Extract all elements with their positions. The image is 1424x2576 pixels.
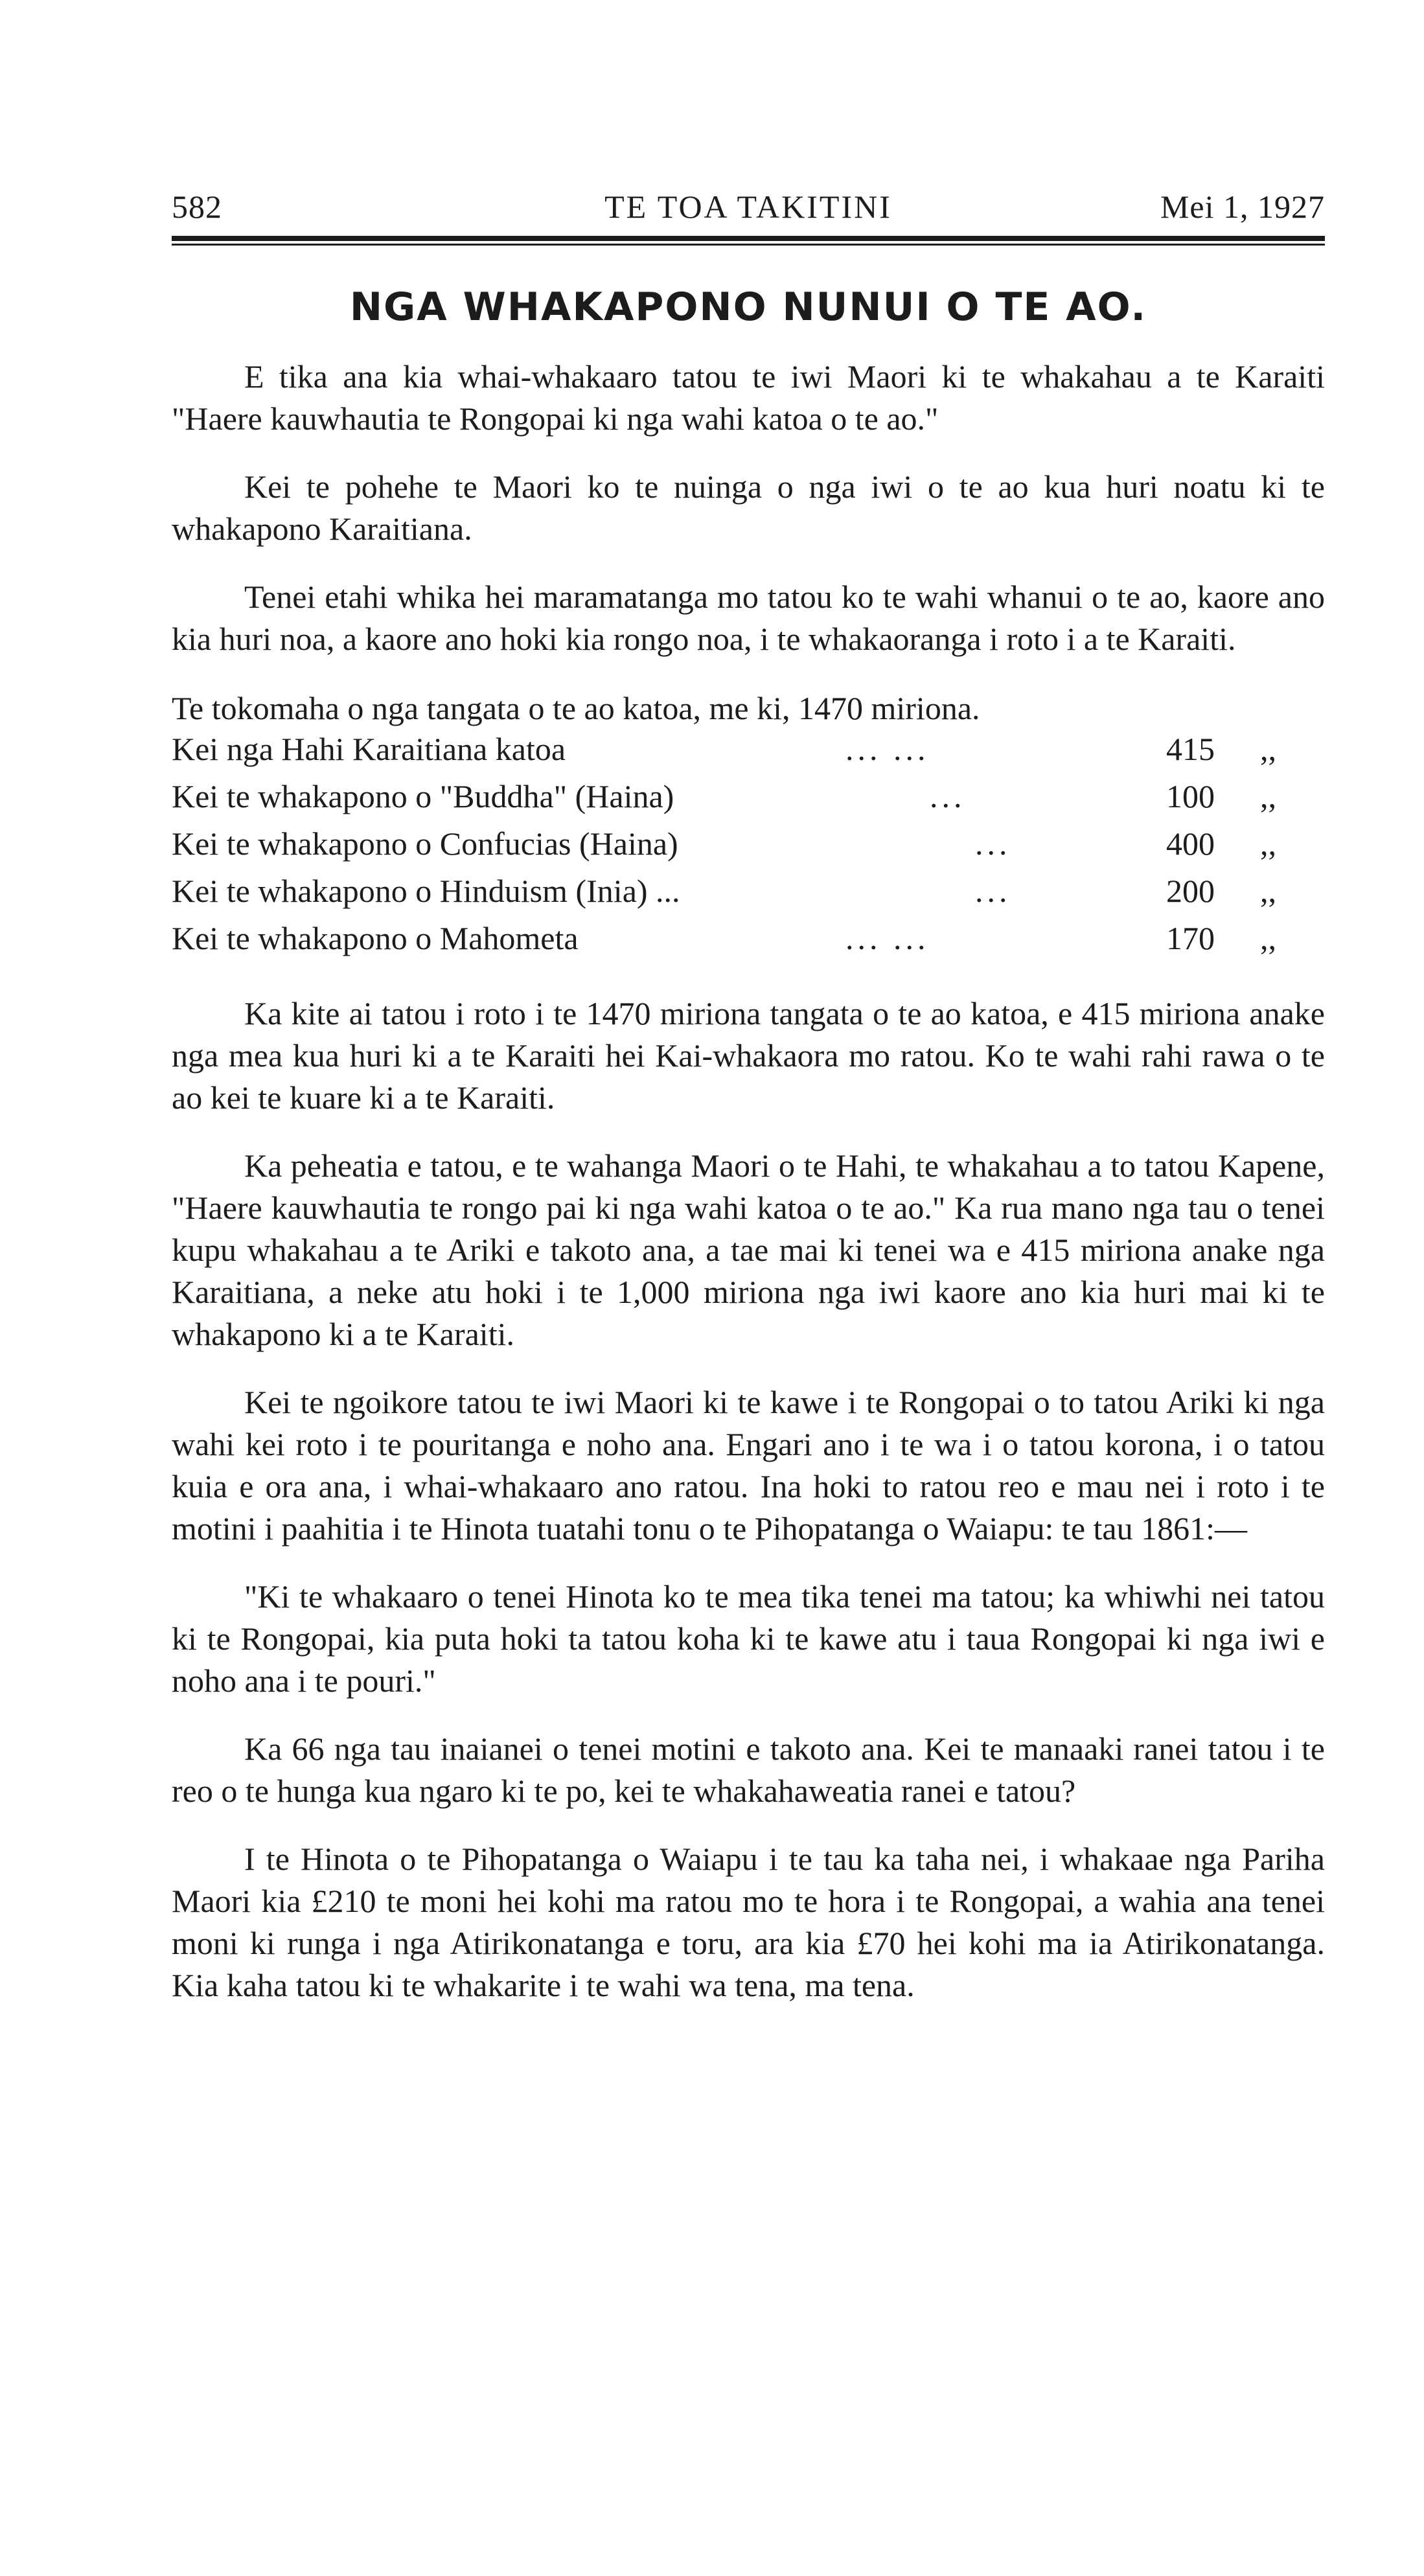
paragraph-3: Tenei etahi whika hei maramatanga mo tatou ko te wahi whanui o te ao, kaore ano kia huri noa, a kaore ano hoki kia rongo noa, i te whakaoranga i roto i a te Karaiti. [172, 579, 1325, 657]
stats-leader-dots: ... ... [845, 731, 930, 767]
religion-statistics [172, 686, 1325, 967]
stats-value: 100 [1166, 778, 1215, 814]
header-rule-thick [172, 236, 1325, 241]
stats-ditto: ,, [1260, 920, 1276, 956]
stats-label: Kei te whakapono o Hinduism (Inia) ... [172, 873, 680, 909]
stats-label: Kei te whakapono o "Buddha" (Haina) [172, 778, 674, 814]
header-rule-thin [172, 244, 1325, 246]
stats-label: Kei nga Hahi Karaitiana katoa [172, 731, 566, 767]
synod-quotation: "Ki te whakaaro o tenei Hinota ko te mea tika tenei ma tatou; ka whiwhi nei tatou ki te Rongopai, kia puta hoki ta tatou koha ki te kawe atu i taua Rongopai ki nga iwi e noho ana i te pouri." [172, 1578, 1325, 1699]
paragraph-7: Ka 66 nga tau inaianei o tenei motini e takoto ana. Kei te manaaki ranei tatou i te reo o te hunga kua ngaro ki te po, kei te whakahaweatia ranei e tatou? [172, 1731, 1325, 1809]
stats-row [172, 919, 1325, 967]
stats-label: Kei te whakapono o Mahometa [172, 920, 579, 956]
paragraph-6: Kei te ngoikore tatou te iwi Maori ki te kawe i te Rongopai o to tatou Ariki ki nga wahi kei roto i te pouritanga e noho ana. Engari ano i te wa i o tatou korona, i o tatou kuia e ora ana, i whai-whakaaro ano ratou. Ina hoki to ratou reo e mau nei i roto i te motini i paahitia i te Hinota tuatahi tonu o te Pihopatanga o Waiapu: te tau 1861:— [172, 1384, 1325, 1547]
paragraph-2: Kei te pohehe te Maori ko te nuinga o nga iwi o te ao kua huri noatu ki te whakapono Karaitiana. [172, 468, 1325, 547]
journal-title: TE TOA TAKITINI [604, 189, 892, 225]
stats-value: 415 [1166, 731, 1215, 767]
stats-leader-dots: ... [975, 873, 1011, 909]
paragraph-5: Ka peheatia e tatou, e te wahanga Maori o te Hahi, te whakahau a to tatou Kapene, "Haere kauwhautia te rongo pai ki nga wahi katoa o te ao." Ka rua mano nga tau o tenei kupu whakahau a te Ariki e takoto ana, a tae mai ki tenei wa e 415 miriona anake nga Karaitiana, a neke atu hoki i te 1,000 miriona nga iwi kaore ano kia huri mai ki te whakapono ki a te Karaiti. [172, 1147, 1325, 1352]
stats-row [172, 872, 1325, 919]
stats-ditto: ,, [1260, 873, 1276, 909]
running-header [172, 188, 1325, 233]
stats-total-line: Te tokomaha o nga tangata o te ao katoa, me ki, 1470 miriona. [172, 690, 980, 726]
paragraph-8: I te Hinota o te Pihopatanga o Waiapu i te tau ka taha nei, i whakaae nga Pariha Maori kia £210 te moni hei kohi ma ratou mo te hora i te Rongopai, a wahia ana tenei moni ki runga i nga Atirikonatanga e toru, ara kia £70 hei kohi ma ia Atirikonatanga. Kia kaha tatou ki te whakarite i te wahi wa tena, ma tena. [172, 1841, 1325, 2003]
stats-row [172, 777, 1325, 825]
stats-leader-dots: ... [975, 825, 1011, 862]
document-page [172, 188, 1325, 2007]
stats-row [172, 730, 1325, 777]
stats-label: Kei te whakapono o Confucias (Haina) [172, 825, 678, 862]
stats-value: 200 [1166, 873, 1215, 909]
stats-value: 400 [1166, 825, 1215, 862]
stats-ditto: ,, [1260, 778, 1276, 814]
stats-leader-dots: ... [930, 778, 966, 814]
page-number: 582 [172, 189, 222, 225]
stats-value: 170 [1166, 920, 1215, 956]
issue-date: Mei 1, 1927 [1160, 189, 1325, 225]
stats-leader-dots: ... ... [845, 920, 930, 956]
stats-row [172, 825, 1325, 872]
article-title: NGA WHAKAPONO NUNUI O TE AO. [349, 284, 1147, 330]
stats-ditto: ,, [1260, 825, 1276, 862]
stats-ditto: ,, [1260, 731, 1276, 767]
paragraph-4: Ka kite ai tatou i roto i te 1470 miriona tangata o te ao katoa, e 415 miriona anake nga mea kua huri ki a te Karaiti hei Kai-whakaora mo ratou. Ko te wahi rahi rawa o te ao kei te kuare ki a te Karaiti. [172, 995, 1325, 1116]
paragraph-1: E tika ana kia whai-whakaaro tatou te iwi Maori ki te whakahau a te Karaiti "Haere kauwhautia te Rongopai ki nga wahi katoa o te ao." [172, 358, 1325, 437]
